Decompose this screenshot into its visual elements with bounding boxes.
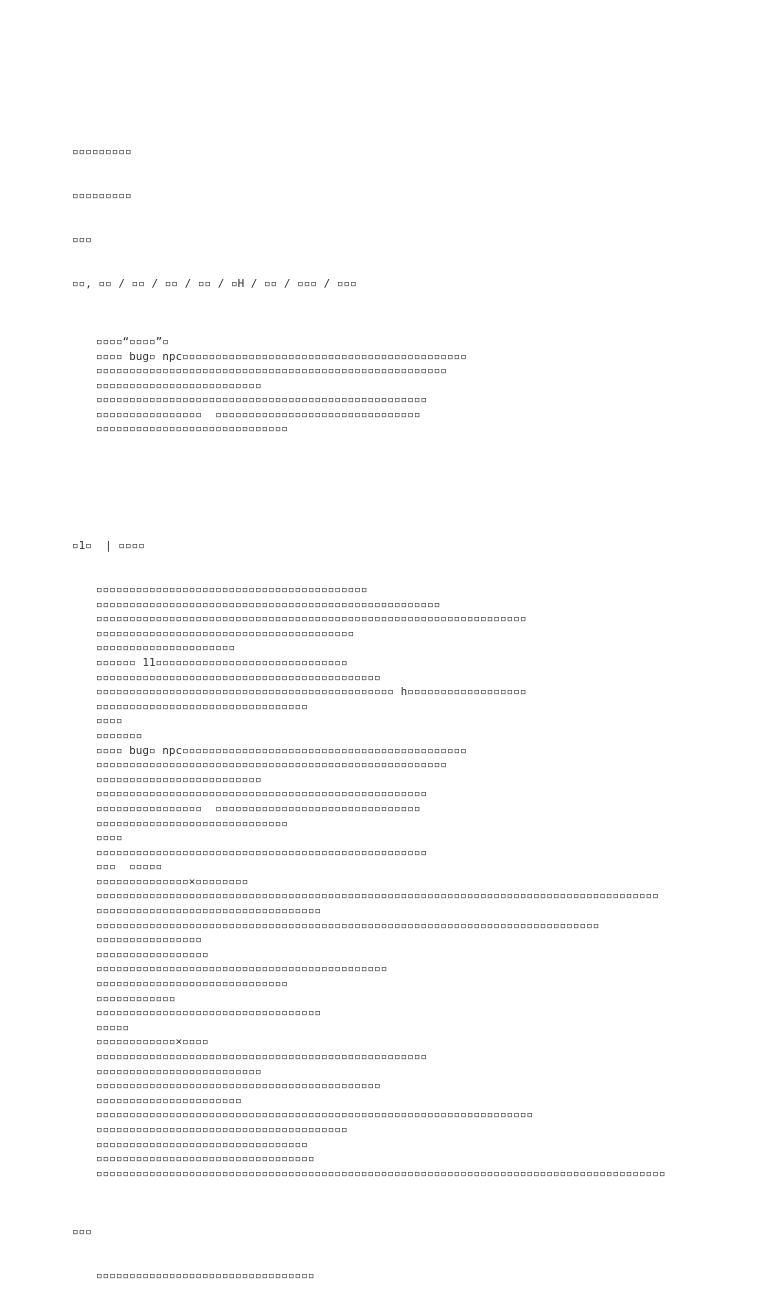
intro-line: ▫▫▫▫▫▫▫▫▫▫▫▫▫▫▫▫▫▫▫▫▫▫▫▫▫▫▫▫▫ xyxy=(96,422,289,436)
chapter-line: ▫▫▫▫ bug▫ npc▫▫▫▫▫▫▫▫▫▫▫▫▫▫▫▫▫▫▫▫▫▫▫▫▫▫▫▫▫▫▫▫▫▫▫▫▫▫▫▫▫▫▫ xyxy=(96,743,467,757)
header-line: ▫▫▫ xyxy=(72,232,92,246)
chapter-line: ▫▫▫▫▫▫▫ xyxy=(96,728,143,742)
chapter-line: ▫▫▫▫ xyxy=(96,714,123,728)
intro-line: ▫▫▫▫ bug▫ npc▫▫▫▫▫▫▫▫▫▫▫▫▫▫▫▫▫▫▫▫▫▫▫▫▫▫▫▫▫▫▫▫▫▫▫▫▫▫▫▫▫▫▫ xyxy=(96,349,467,363)
chapter-line: ▫▫▫▫▫▫▫▫▫▫▫▫▫▫▫▫▫▫▫▫▫▫▫▫▫▫▫▫▫▫▫▫▫▫▫▫▫▫▫▫▫▫▫▫▫▫▫▫▫▫▫▫▫▫▫▫▫▫▫▫▫▫▫▫▫ xyxy=(96,612,527,626)
chapter-line: ▫▫▫▫▫▫▫▫▫▫▫▫▫▫×▫▫▫▫▫▫▫▫ xyxy=(96,874,249,888)
chapter-line: ▫▫▫▫▫▫▫▫▫▫▫▫▫▫▫▫▫▫▫▫▫▫▫▫▫▫▫▫▫▫▫▫ xyxy=(96,699,308,713)
section-spacer xyxy=(72,481,732,496)
intro-line: ▫▫▫▫▫▫▫▫▫▫▫▫▫▫▫▫▫▫▫▫▫▫▫▫▫▫▫▫▫▫▫▫▫▫▫▫▫▫▫▫▫▫▫▫▫▫▫▫▫▫▫▫▫ xyxy=(96,364,447,378)
chapter-line: ▫▫▫▫▫▫ 11▫▫▫▫▫▫▫▫▫▫▫▫▫▫▫▫▫▫▫▫▫▫▫▫▫▫▫▫▫ xyxy=(96,655,348,669)
chapter-line: ▫▫▫▫▫▫▫▫▫▫▫▫▫▫▫▫▫▫▫▫▫▫▫▫▫▫▫▫▫▫▫▫▫▫▫▫▫▫▫▫▫▫▫▫▫▫▫▫▫▫▫▫▫▫▫▫▫▫▫▫▫▫▫▫▫▫▫▫▫▫▫▫▫▫▫▫▫▫▫▫▫▫▫▫▫ xyxy=(96,889,659,903)
chapter-line: ▫▫▫▫▫▫▫▫▫▫▫▫×▫▫▫▫ xyxy=(96,1035,209,1049)
chapter-line: ▫▫▫▫▫▫▫▫▫▫▫▫▫▫▫▫▫▫▫▫▫▫▫▫▫▫▫▫▫▫▫▫▫▫▫▫▫▫▫▫▫▫▫▫▫▫▫▫▫▫▫▫▫▫▫▫▫▫▫▫▫▫▫▫▫▫ xyxy=(96,1108,534,1122)
chapter-line: ▫▫▫▫▫▫▫▫▫▫▫▫▫▫▫▫▫▫▫▫▫▫▫▫▫▫▫▫▫ xyxy=(96,816,289,830)
chapter-line: ▫▫▫▫▫▫▫▫▫▫▫▫▫▫▫▫▫▫▫▫▫▫ xyxy=(96,1093,242,1107)
chapter-line: ▫▫▫▫▫▫▫▫▫▫▫▫▫▫▫▫ ▫▫▫▫▫▫▫▫▫▫▫▫▫▫▫▫▫▫▫▫▫▫▫▫▫▫▫▫▫▫▫ xyxy=(96,801,421,815)
footer-line: ▫▫▫▫▫▫▫▫▫▫▫▫▫▫▫▫▫▫▫▫▫▫▫▫▫▫▫▫▫▫▫▫▫ xyxy=(96,1268,315,1282)
chapter-line: ▫▫▫▫▫▫▫▫▫▫▫▫▫▫▫▫▫▫▫▫▫▫▫▫▫▫▫▫▫▫▫▫▫▫▫▫▫▫▫▫▫▫▫ xyxy=(96,1079,381,1093)
chapter-line: ▫▫▫▫▫▫▫▫▫▫▫▫▫▫▫▫▫▫▫▫▫▫▫▫▫ xyxy=(96,772,262,786)
header-line: ▫▫▫▫▫▫▫▫▫ xyxy=(72,188,132,202)
chapter-line: ▫▫▫▫ xyxy=(96,831,123,845)
chapter-body xyxy=(72,583,732,1181)
chapter-line: ▫▫▫▫▫▫▫▫▫▫▫▫▫▫▫▫▫▫▫▫▫▫▫▫▫▫▫▫▫ xyxy=(96,977,289,991)
chapter-line: ▫▫▫▫▫▫▫▫▫▫▫▫▫▫▫▫▫▫▫▫▫▫▫▫▫▫▫▫▫▫▫▫▫▫▫▫▫▫▫▫▫▫▫▫ xyxy=(96,962,388,976)
header-line: ▫▫▫▫▫▫▫▫▫ xyxy=(72,145,132,159)
intro-section xyxy=(72,335,732,437)
chapter-line: ▫▫▫▫▫▫▫▫▫▫▫▫ xyxy=(96,991,176,1005)
chapter-line: ▫▫▫▫▫▫▫▫▫▫▫▫▫▫▫▫▫▫▫▫▫▫▫▫▫▫▫▫▫▫▫▫▫▫▫▫▫▫▫▫▫▫▫▫▫▫▫▫▫▫▫▫▫ xyxy=(96,758,447,772)
chapter-line: ▫▫▫▫▫▫▫▫▫▫▫▫▫▫▫▫▫▫▫▫▫▫▫▫▫▫▫▫▫▫▫▫▫▫▫▫▫▫▫▫▫▫▫▫▫▫▫▫▫▫▫▫▫▫▫▫▫▫▫▫▫▫▫▫▫▫▫▫▫▫▫▫▫▫▫▫ xyxy=(96,918,600,932)
chapter-line: ▫▫▫▫▫▫▫▫▫▫▫▫▫▫▫▫▫▫▫▫▫▫▫▫▫▫▫▫▫▫▫▫▫▫▫▫▫▫▫▫▫▫▫▫▫▫▫▫▫▫ xyxy=(96,845,428,859)
chapter-line: ▫▫▫▫▫▫▫▫▫▫▫▫▫▫▫▫▫▫▫▫▫ xyxy=(96,641,236,655)
header-tags-line: ▫▫, ▫▫ / ▫▫ / ▫▫ / ▫▫ / ▫H / ▫▫ / ▫▫▫ / ▫▫▫ xyxy=(72,276,357,290)
chapter-line: ▫▫▫▫▫▫▫▫▫▫▫▫▫▫▫▫▫▫▫▫▫▫▫▫▫▫▫▫▫▫▫▫▫▫ xyxy=(96,904,322,918)
chapter-line: ▫▫▫▫▫▫▫▫▫▫▫▫▫▫▫▫ xyxy=(96,933,202,947)
chapter-line: ▫▫▫▫▫▫▫▫▫▫▫▫▫▫▫▫▫▫▫▫▫▫▫▫▫▫▫▫▫▫▫▫▫▫ xyxy=(96,1006,322,1020)
footer-body xyxy=(72,1269,732,1284)
chapter-line: ▫▫▫▫▫▫▫▫▫▫▫▫▫▫▫▫▫▫▫▫▫▫▫▫▫▫▫▫▫▫▫▫▫ xyxy=(96,1152,315,1166)
footer-heading: ▫▫▫ xyxy=(72,1225,92,1239)
intro-line: ▫▫▫▫▫▫▫▫▫▫▫▫▫▫▫▫▫▫▫▫▫▫▫▫▫▫▫▫▫▫▫▫▫▫▫▫▫▫▫▫▫▫▫▫▫▫▫▫▫▫ xyxy=(96,393,428,407)
intro-line: ▫▫▫▫▫▫▫▫▫▫▫▫▫▫▫▫ ▫▫▫▫▫▫▫▫▫▫▫▫▫▫▫▫▫▫▫▫▫▫▫▫▫▫▫▫▫▫▫ xyxy=(96,407,421,421)
intro-line: ▫▫▫▫“▫▫▫▫”▫ xyxy=(96,334,169,348)
chapter-line: ▫▫▫▫▫▫▫▫▫▫▫▫▫▫▫▫▫▫▫▫▫▫▫▫▫▫▫▫▫▫▫▫▫▫▫▫▫▫▫▫▫▫▫▫▫▫▫▫▫▫▫▫▫▫▫▫▫▫▫▫▫▫▫▫▫▫▫▫▫▫▫▫▫▫▫▫▫▫▫▫▫▫▫▫▫▫ xyxy=(96,1166,666,1180)
chapter-line: ▫▫▫▫▫▫▫▫▫▫▫▫▫▫▫▫▫▫▫▫▫▫▫▫▫▫▫▫▫▫▫▫▫▫▫▫▫▫▫▫▫ xyxy=(96,583,368,596)
chapter-line: ▫▫▫▫▫▫▫▫▫▫▫▫▫▫▫▫▫ xyxy=(96,947,209,961)
chapter-line: ▫▫▫▫▫▫▫▫▫▫▫▫▫▫▫▫▫▫▫▫▫▫▫▫▫▫▫▫▫▫▫▫▫▫▫▫▫▫▫▫▫▫▫ xyxy=(96,670,381,684)
chapter-line: ▫▫▫▫▫ xyxy=(96,1020,130,1034)
document-body xyxy=(72,116,732,1298)
intro-line: ▫▫▫▫▫▫▫▫▫▫▫▫▫▫▫▫▫▫▫▫▫▫▫▫▫ xyxy=(96,378,262,392)
chapter-line: ▫▫▫▫▫▫▫▫▫▫▫▫▫▫▫▫▫▫▫▫▫▫▫▫▫▫▫▫▫▫▫▫▫▫▫▫▫▫▫▫▫▫▫▫▫▫▫▫▫▫ xyxy=(96,787,428,801)
chapter-heading: ▫1▫ | ▫▫▫▫ xyxy=(72,539,145,553)
chapter-line: ▫▫▫▫▫▫▫▫▫▫▫▫▫▫▫▫▫▫▫▫▫▫▫▫▫▫▫▫▫▫▫▫▫▫▫▫▫▫▫▫▫▫▫▫▫ h▫▫▫▫▫▫▫▫▫▫▫▫▫▫▫▫▫▫ xyxy=(96,685,527,699)
chapter-line: ▫▫▫ ▫▫▫▫▫ xyxy=(96,860,163,874)
chapter-line: ▫▫▫▫▫▫▫▫▫▫▫▫▫▫▫▫▫▫▫▫▫▫▫▫▫▫▫▫▫▫▫▫▫▫▫▫▫▫ xyxy=(96,1122,348,1136)
chapter-line: ▫▫▫▫▫▫▫▫▫▫▫▫▫▫▫▫▫▫▫▫▫▫▫▫▫▫▫▫▫▫▫▫▫▫▫▫▫▫▫▫▫▫▫▫▫▫▫▫▫▫ xyxy=(96,1050,428,1063)
chapter-line: ▫▫▫▫▫▫▫▫▫▫▫▫▫▫▫▫▫▫▫▫▫▫▫▫▫▫▫▫▫▫▫▫▫▫▫▫▫▫▫▫▫▫▫▫▫▫▫▫▫▫▫▫ xyxy=(96,597,441,611)
chapter-line: ▫▫▫▫▫▫▫▫▫▫▫▫▫▫▫▫▫▫▫▫▫▫▫▫▫▫▫▫▫▫▫▫ xyxy=(96,1137,308,1151)
chapter-line: ▫▫▫▫▫▫▫▫▫▫▫▫▫▫▫▫▫▫▫▫▫▫▫▫▫▫▫▫▫▫▫▫▫▫▫▫▫▫▫ xyxy=(96,626,355,640)
chapter-line: ▫▫▫▫▫▫▫▫▫▫▫▫▫▫▫▫▫▫▫▫▫▫▫▫▫ xyxy=(96,1064,262,1078)
